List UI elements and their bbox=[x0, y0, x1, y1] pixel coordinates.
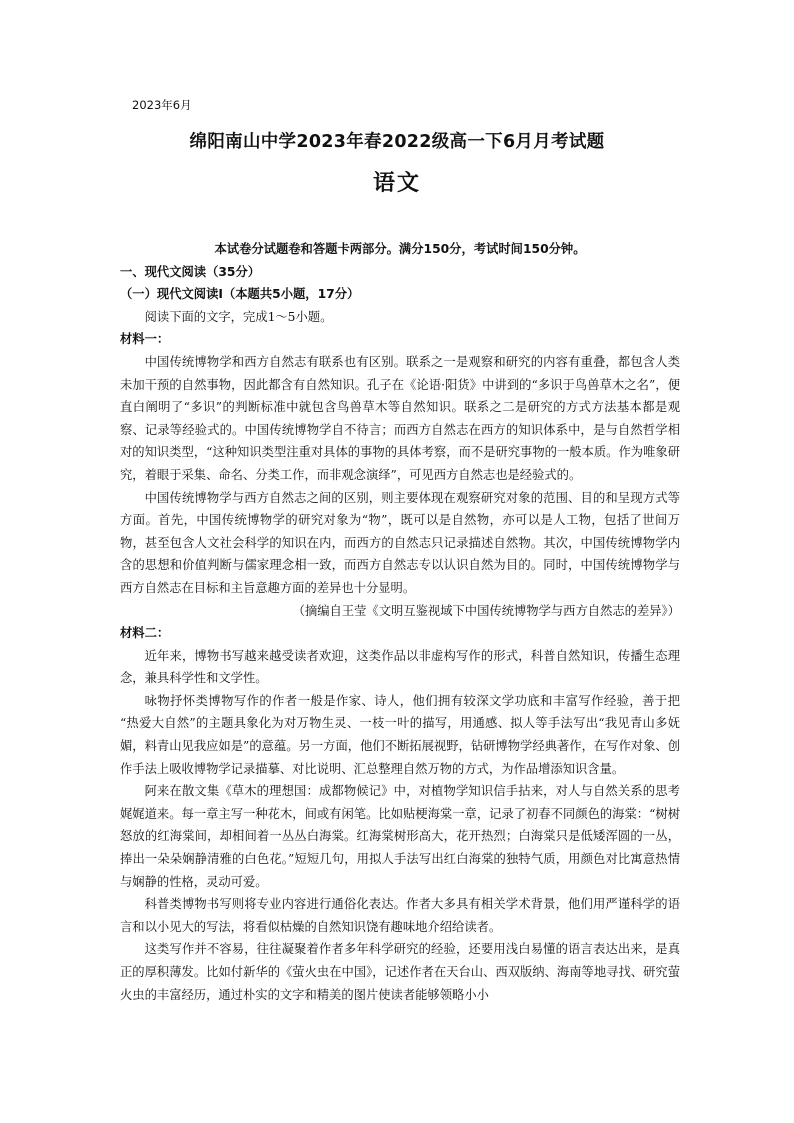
section-heading: 一、现代文阅读（35分） bbox=[120, 264, 261, 279]
material1-paragraph: 中国传统博物学与西方自然志之间的区别，则主要体现在观察研究对象的范围、目的和呈现方式等方面。首先，中国传统博物学的研究对象为“物”，既可以是自然物，亦可以是人工物，包括了世间万物，甚至包含人文社会科学的知识在内，而西方的自然志只记录描述自然物。其次，中国传统博物学内含的思想和价值判断与儒家理念相一致，而西方自然志专以认识自然为目的。同时，中国传统博物学与西方自然志在目标和主旨意趣方面的差异也十分显明。 bbox=[120, 490, 680, 595]
material2-paragraph: 阿来在散文集《草木的理想国：成都物候记》中，对植物学知识信手拈来，对人与自然关系的思考娓娓道来。每一章主写一种花木，间或有闲笔。比如贴梗海棠一章，记录了初春不同颜色的海棠：“树树怒放的红海棠间，却相间着一丛丛白海棠。红海棠树形高大，花开热烈；白海棠只是低矮浑圆的一丛，捧出一朵朵娴静清雅的白色花。”短短几句，用拟人手法写出红白海棠的独特气质，用颜色对比寓意热情与娴静的性格，灵动可爱。 bbox=[120, 784, 680, 889]
sub-section-heading: （一）现代文阅读Ⅰ（本题共5小题，17分） bbox=[120, 287, 360, 302]
material1-label: 材料一： bbox=[120, 332, 170, 347]
reading-instruction: 阅读下面的文字，完成1～5小题。 bbox=[144, 309, 333, 324]
material2-paragraph: 科普类博物书写则将专业内容进行通俗化表达。作者大多具有相关学术背景，他们用严谨科学的语言和以小见大的写法，将看似枯燥的自然知识饶有趣味地介绍给读者。 bbox=[120, 897, 680, 934]
material1-paragraph: 中国传统博物学和西方自然志有联系也有区别。联系之一是观察和研究的内容有重叠，都包含人类未加干预的自然事物，因此都含有自然知识。孔子在《论语·阳货》中讲到的“多识于鸟兽草木之名”，便直白阐明了“多识”的判断标准中就包含鸟兽草木等自然知识。联系之二是研究的方式方法基本都是观察、记录等经验式的。中国传统博物学自不待言；而西方自然志在西方的知识体系中，是与自然哲学相对的知识类型，“这种知识类型注重对具体的事物的具体考察，而不是研究事物的一般本质。作为唯象研究，着眼于采集、命名、分类工作，而非观念演绎”，可见西方自然志也是经验式的。 bbox=[120, 354, 680, 482]
subject-title: 语文 bbox=[372, 171, 421, 196]
material2-paragraph: 这类写作并不容易，往往凝聚着作者多年科学研究的经验，还要用浅白易懂的语言表达出来，是真正的厚积薄发。比如付新华的《萤火虫在中国》，记述作者在天台山、西双版纳、海南等地寻找、研究萤火虫的丰富经历，通过朴实的文字和精美的图片使读者能够领略小小 bbox=[120, 942, 680, 1002]
exam-title: 绵阳南山中学2023年春2022级高一下6月月考试题 bbox=[189, 132, 605, 152]
material1-source: （摘编自王莹《文明互鉴视域下中国传统博物学与西方自然志的差异》） bbox=[292, 603, 680, 618]
exam-intro: 本试卷分试题卷和答题卡两部分。满分150分，考试时间150分钟。 bbox=[214, 242, 586, 256]
exam-content bbox=[120, 238, 680, 1006]
material2-paragraph: 近年来，博物书写越来越受读者欢迎，这类作品以非虚构写作的形式，科普自然知识，传播生态理念，兼具科学性和文学性。 bbox=[120, 648, 680, 686]
exam-date: 2023年6月 bbox=[132, 98, 192, 112]
material2-label: 材料二： bbox=[120, 626, 170, 641]
material2-paragraph: 咏物抒怀类博物写作的作者一般是作家、诗人，他们拥有较深文学功底和丰富写作经验，善于把 “热爱大自然”的主题具象化为对万物生灵、一枝一叶的描写，用通感、拟人等手法写出“我见青山多妩媚，料青山见我应如是”的意蕴。另一方面，他们不断拓展视野，钻研博物学经典著作，在写作对象、创作手法上吸收博物学记录描摹、对比说明、汇总整理自然万物的方式，为作品增添知识含量。 bbox=[120, 693, 680, 776]
